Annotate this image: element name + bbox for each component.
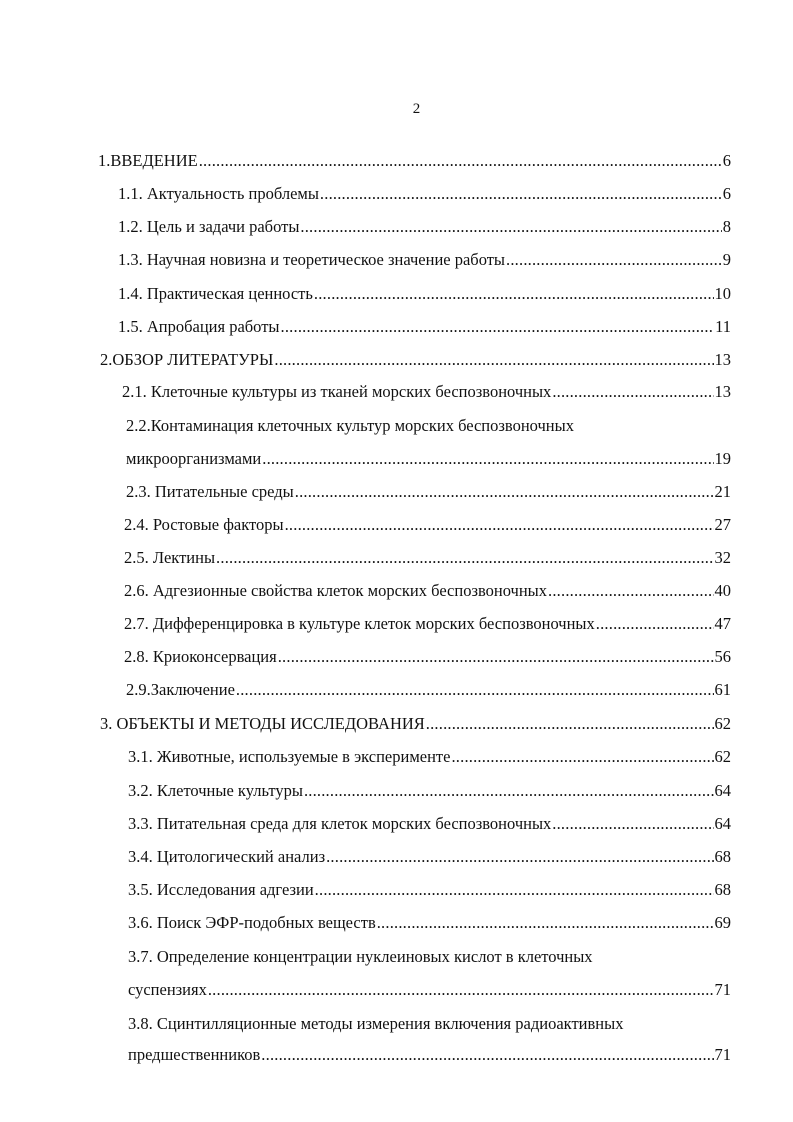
toc-leader-dots	[315, 878, 714, 902]
toc-entry-page: 64	[714, 814, 731, 833]
toc-entry-page: 69	[714, 913, 731, 932]
toc-leader-dots	[262, 447, 713, 471]
toc-entry-title: 2.5. Лектины	[124, 548, 216, 567]
toc-entry-title: 3.6. Поиск ЭФР-подобных веществ	[128, 913, 376, 932]
toc-entry-title: 2.6. Адгезионные свойства клеток морских беспозвоночных	[124, 581, 548, 600]
toc-entry	[126, 480, 731, 504]
toc-leader-dots	[304, 779, 714, 803]
toc-entry-title: 3. ОБЪЕКТЫ И МЕТОДЫ ИССЛЕДОВАНИЯ	[100, 714, 425, 733]
toc-leader-dots	[274, 348, 713, 372]
toc-leader-dots	[596, 612, 714, 636]
toc-entry-page: 27	[714, 515, 731, 534]
toc-entry	[100, 712, 731, 736]
toc-entry	[128, 878, 731, 902]
toc-entry-title: 1.5. Апробация работы	[118, 317, 280, 336]
toc-leader-dots	[426, 712, 714, 736]
toc-entry-title: 3.5. Исследования адгезии	[128, 880, 314, 899]
toc-entry-page: 13	[714, 350, 731, 369]
page-number: 2	[412, 101, 421, 117]
toc-entry	[128, 845, 731, 869]
toc-entry-page: 6	[722, 151, 731, 170]
toc-entry	[128, 745, 731, 769]
toc-leader-dots	[451, 745, 713, 769]
toc-entry	[128, 978, 731, 1002]
toc-leader-dots	[295, 480, 714, 504]
toc-leader-dots	[506, 248, 722, 272]
toc-entry-page: 62	[714, 747, 731, 766]
toc-leader-dots	[199, 149, 722, 173]
toc-entry	[118, 315, 731, 339]
toc-entry-page: 71	[714, 1045, 731, 1064]
toc-entry	[124, 645, 731, 669]
toc-entry-first-line	[126, 414, 731, 438]
toc-entry-title: 2.3. Питательные среды	[126, 482, 294, 501]
toc-entry-page: 9	[722, 250, 731, 269]
toc-entry	[124, 579, 731, 603]
toc-entry-page: 64	[714, 781, 731, 800]
toc-entry-title-continued: микроорганизмами	[126, 449, 262, 468]
toc-entry	[98, 149, 731, 173]
toc-leader-dots	[314, 282, 714, 306]
toc-entry	[118, 215, 731, 239]
toc-entry-page: 62	[714, 714, 731, 733]
toc-entry	[124, 612, 731, 636]
toc-entry-page: 68	[714, 847, 731, 866]
toc-entry-page: 11	[715, 317, 731, 336]
toc-entry-page: 40	[714, 581, 731, 600]
toc-entry-title: 2.4. Ростовые факторы	[124, 515, 284, 534]
toc-entry-first-line	[128, 945, 731, 969]
toc-entry-title: 2.8. Криоконсервация	[124, 647, 277, 666]
toc-entry-title: 3.3. Питательная среда для клеток морских беспозвоночных	[128, 814, 552, 833]
toc-entry	[118, 248, 731, 272]
toc-entry-title: 3.8. Сцинтилляционные методы измерения включения радиоактивных	[128, 1014, 624, 1033]
toc-entry-page: 61	[714, 680, 731, 699]
toc-entry-title: 1.ВВЕДЕНИЕ	[98, 151, 198, 170]
toc-entry	[122, 380, 731, 404]
toc-entry-page: 19	[714, 449, 731, 468]
toc-entry-page: 47	[714, 614, 731, 633]
toc-entry	[128, 779, 731, 803]
toc-entry-title: 1.2. Цель и задачи работы	[118, 217, 300, 236]
toc-entry-title: 3.2. Клеточные культуры	[128, 781, 303, 800]
toc-leader-dots	[208, 978, 714, 1002]
toc-entry-title: 3.4. Цитологический анализ	[128, 847, 326, 866]
toc-entry	[126, 678, 731, 702]
toc-leader-dots	[236, 678, 714, 702]
toc-entry-title: 2.9.Заключение	[126, 680, 235, 699]
toc-entry	[118, 182, 731, 206]
toc-entry	[126, 447, 731, 471]
toc-leader-dots	[377, 911, 714, 935]
toc-leader-dots	[216, 546, 713, 570]
toc-leader-dots	[300, 215, 721, 239]
toc-entry-page: 13	[714, 382, 731, 401]
toc-leader-dots	[548, 579, 713, 603]
toc-entry-title: 2.1. Клеточные культуры из тканей морских беспозвоночных	[122, 382, 552, 401]
toc-leader-dots	[552, 812, 713, 836]
toc-entry-title-continued: предшественников	[128, 1045, 261, 1064]
toc-entry-page: 6	[722, 184, 731, 203]
toc-entry-page: 68	[714, 880, 731, 899]
toc-entry	[128, 812, 731, 836]
toc-entry-title: 1.1. Актуальность проблемы	[118, 184, 319, 203]
toc-entry-title-continued: суспензиях	[128, 980, 207, 999]
toc-entry	[100, 348, 731, 372]
toc-entry-title: 2.2.Контаминация клеточных культур морских беспозвоночных	[126, 416, 574, 435]
toc-entry	[124, 513, 731, 537]
toc-leader-dots	[320, 182, 722, 206]
toc-entry	[118, 282, 731, 306]
toc-leader-dots	[278, 645, 714, 669]
toc-leader-dots	[281, 315, 715, 339]
toc-entry-title: 1.3. Научная новизна и теоретическое значение работы	[118, 250, 506, 269]
toc-leader-dots	[326, 845, 713, 869]
toc-entry	[124, 546, 731, 570]
toc-entry-title: 2.ОБЗОР ЛИТЕРАТУРЫ	[100, 350, 274, 369]
toc-entry	[128, 911, 731, 935]
toc-entry-first-line	[128, 1012, 731, 1036]
toc-entry-title: 3.1. Животные, используемые в эксперименте	[128, 747, 451, 766]
toc-leader-dots	[261, 1043, 713, 1067]
toc-entry-page: 32	[714, 548, 731, 567]
toc-leader-dots	[552, 380, 713, 404]
toc-entry-page: 10	[714, 284, 731, 303]
toc-entry-title: 3.7. Определение концентрации нуклеиновых кислот в клеточных	[128, 947, 593, 966]
toc-entry-page: 56	[714, 647, 731, 666]
toc-entry-page: 21	[714, 482, 731, 501]
toc-leader-dots	[285, 513, 714, 537]
toc-entry-title: 1.4. Практическая ценность	[118, 284, 313, 303]
toc-entry	[128, 1043, 731, 1067]
toc-entry-title: 2.7. Дифференцировка в культуре клеток морских беспозвоночных	[124, 614, 595, 633]
toc-entry-page: 8	[722, 217, 731, 236]
toc-entry-page: 71	[714, 980, 731, 999]
